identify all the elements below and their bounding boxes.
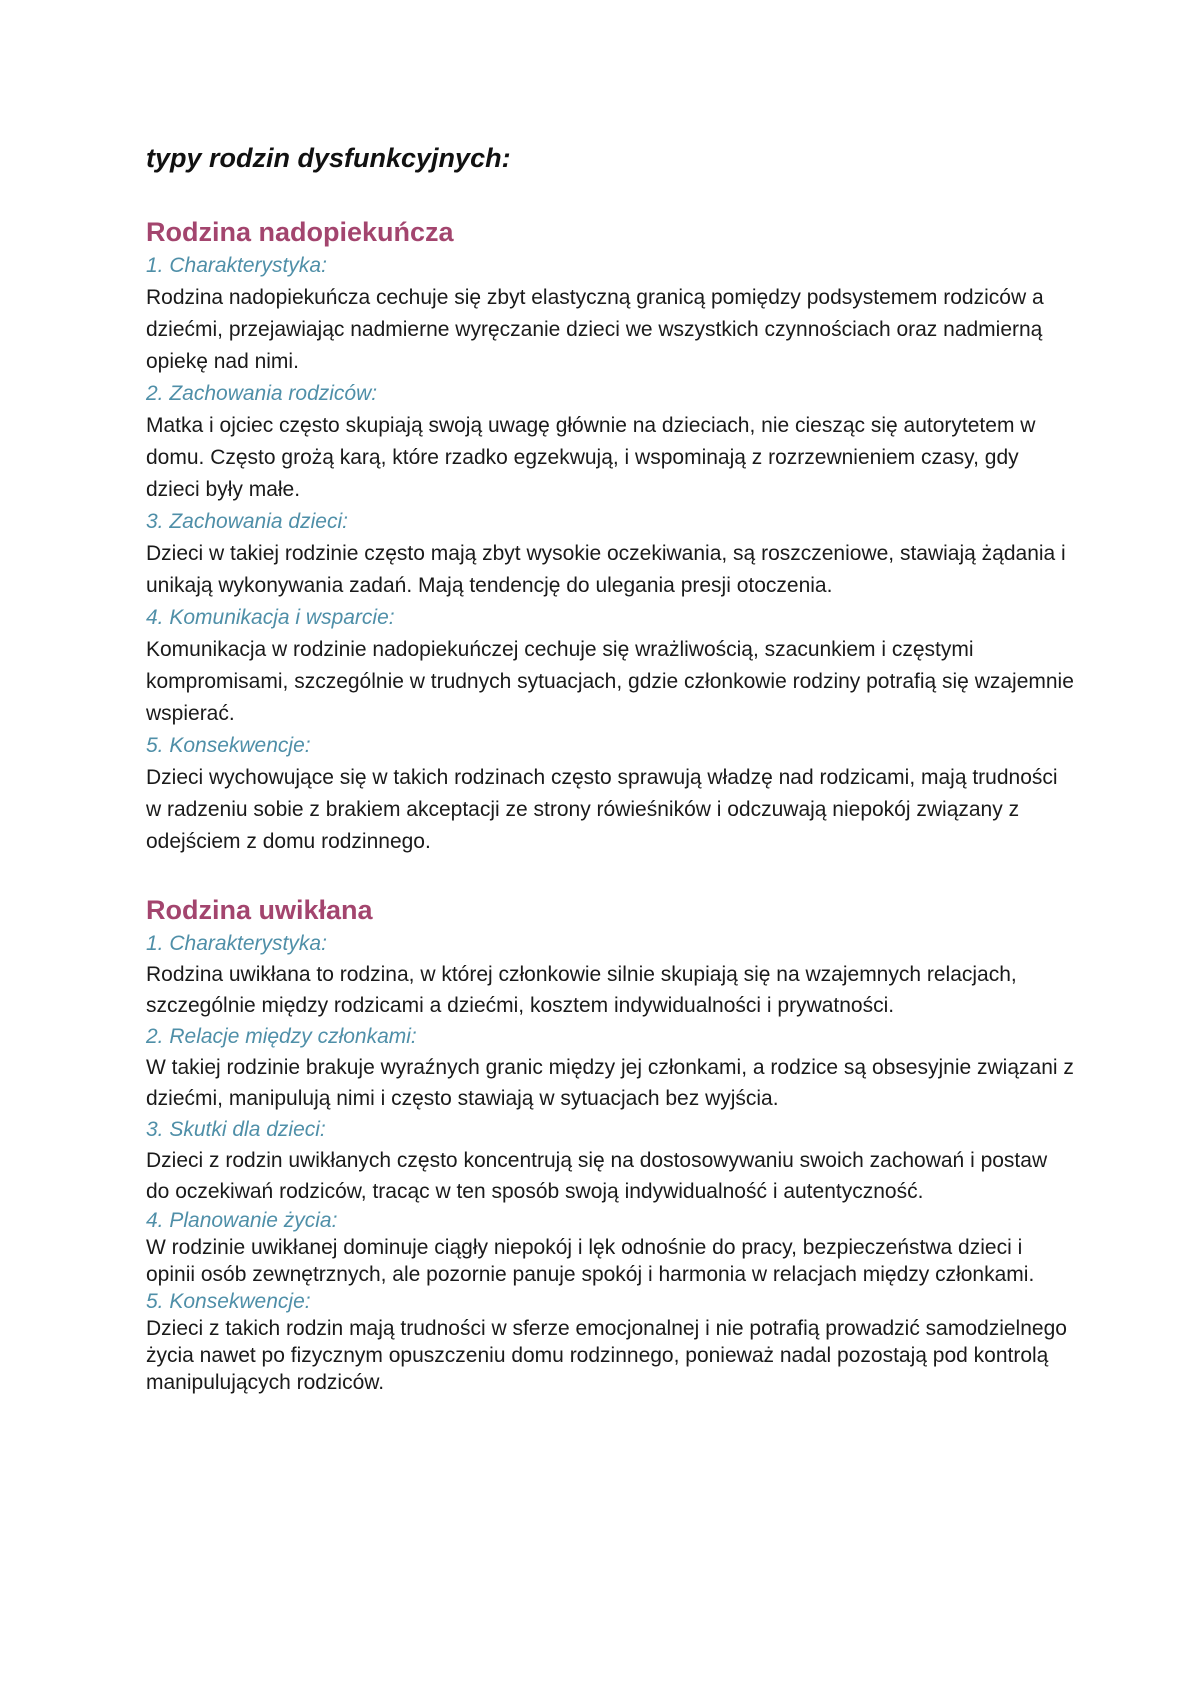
section-title: Rodzina nadopiekuńcza bbox=[146, 217, 454, 247]
sub-heading-komunikacja-i-wsparcie: 4. Komunikacja i wsparcie: bbox=[146, 606, 395, 629]
paragraph: W takiej rodzinie brakuje wyraźnych granic między jej członkami, a rodzice są obsesyjnie związani z dziećmi, manipulują nimi i często stawiają w sytuacjach bez wyjścia. bbox=[146, 1056, 1074, 1110]
paragraph: Komunikacja w rodzinie nadopiekuńczej cechuje się wrażliwością, szacunkiem i częstymi kompromisami, szczególnie w trudnych sytuacjach, gdzie członkowie rodziny potrafią się wzajemnie wspierać. bbox=[146, 638, 1074, 725]
sub-heading-zachowania-rodzicow: 2. Zachowania rodziców: bbox=[146, 382, 378, 405]
document-page bbox=[146, 140, 1076, 1396]
section-rodzina-uwiklana bbox=[146, 892, 1076, 1396]
sub-heading-konsekwencje: 5. Konsekwencje: bbox=[146, 734, 311, 757]
sub-heading-konsekwencje: 5. Konsekwencje: bbox=[146, 1290, 311, 1313]
section-block-upper bbox=[146, 928, 1076, 1207]
document-title: typy rodzin dysfunkcyjnych: bbox=[146, 143, 511, 173]
paragraph: Matka i ojciec często skupiają swoją uwagę głównie na dzieciach, nie ciesząc się autorytetem w domu. Często grożą karą, które rzadko egzekwują, i wspominają z rozrzewnieniem czasy, gdy dzieci były małe. bbox=[146, 414, 1036, 501]
sub-heading-zachowania-dzieci: 3. Zachowania dzieci: bbox=[146, 510, 348, 533]
paragraph: Dzieci wychowujące się w takich rodzinach często sprawują władzę nad rodzicami, mają trudności w radzeniu sobie z brakiem akceptacji ze strony rówieśników i odczuwają niepokój związany z odejściem z domu rodzinnego. bbox=[146, 766, 1058, 853]
paragraph: Rodzina uwikłana to rodzina, w której członkowie silnie skupiają się na wzajemnych relacjach, szczególnie między rodzicami a dziećmi, kosztem indywidualności i prywatności. bbox=[146, 963, 1017, 1017]
section-block-lower bbox=[146, 1207, 1076, 1396]
sub-heading-charakterystyka: 1. Charakterystyka: bbox=[146, 254, 327, 277]
section-rodzina-nadopiekuncza bbox=[146, 214, 1076, 858]
paragraph: Dzieci z takich rodzin mają trudności w sferze emocjonalnej i nie potrafią prowadzić samodzielnego życia nawet po fizycznym opuszczeniu domu rodzinnego, ponieważ nadal pozostają pod kontrolą manipulujących rodziców. bbox=[146, 1317, 1067, 1394]
sub-heading-charakterystyka: 1. Charakterystyka: bbox=[146, 932, 327, 955]
sub-heading-planowanie-zycia: 4. Planowanie życia: bbox=[146, 1209, 338, 1232]
sub-heading-skutki-dla-dzieci: 3. Skutki dla dzieci: bbox=[146, 1118, 326, 1141]
section-title: Rodzina uwikłana bbox=[146, 895, 373, 925]
sub-heading-relacje-miedzy-czlonkami: 2. Relacje między członkami: bbox=[146, 1025, 417, 1048]
paragraph: W rodzinie uwikłanej dominuje ciągły niepokój i lęk odnośnie do pracy, bezpieczeństwa dzieci i opinii osób zewnętrznych, ale pozornie panuje spokój i harmonia w relacjach między członkami. bbox=[146, 1236, 1035, 1286]
paragraph: Rodzina nadopiekuńcza cechuje się zbyt elastyczną granicą pomiędzy podsystemem rodziców a dziećmi, przejawiając nadmierne wyręczanie dzieci we wszystkich czynnościach oraz nadmierną opiekę nad nimi. bbox=[146, 286, 1044, 373]
paragraph: Dzieci w takiej rodzinie często mają zbyt wysokie oczekiwania, są roszczeniowe, stawiają żądania i unikają wykonywania zadań. Mają tendencję do ulegania presji otoczenia. bbox=[146, 542, 1066, 597]
paragraph: Dzieci z rodzin uwikłanych często koncentrują się na dostosowywaniu swoich zachowań i postaw do oczekiwań rodziców, tracąc w ten sposób swoją indywidualność i autentyczność. bbox=[146, 1149, 1048, 1203]
